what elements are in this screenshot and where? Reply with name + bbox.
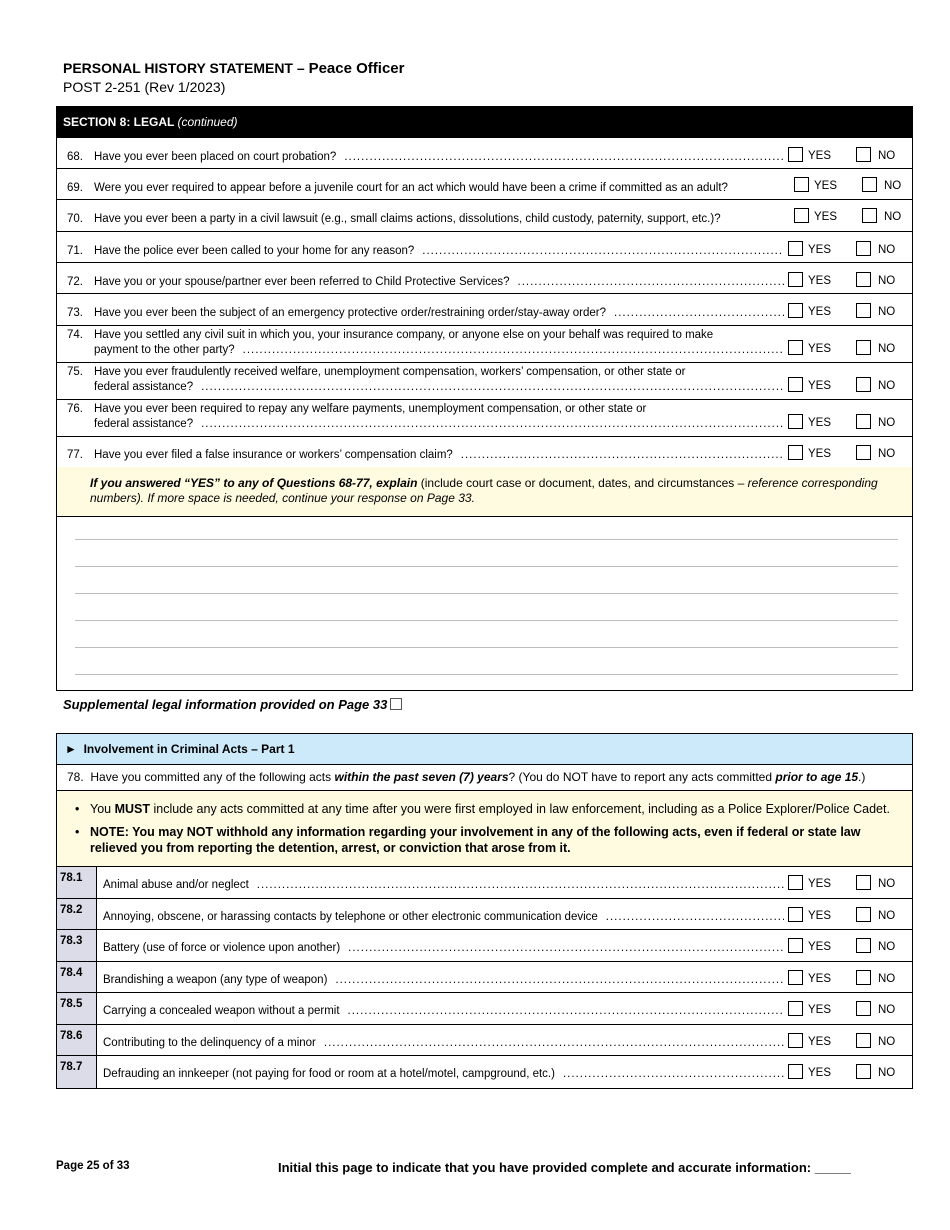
yes-checkbox[interactable]: [788, 377, 803, 392]
subquestion-78-7: 78.7 Defrauding an innkeeper (not paying for food or room at a hotel/motel, campground, etc.) ..... YES NO: [57, 1056, 912, 1088]
question-74: 74. Have you settled any civil suit in which you, your insurance company, or anyone else on your behalf was required to make payment to the other party? ..... YES NO: [57, 326, 912, 363]
writing-line: [75, 620, 898, 621]
writing-line: [75, 647, 898, 648]
subquestion-text: Defrauding an innkeeper (not paying for food or room at a hotel/motel, campground, etc.): [103, 1068, 555, 1080]
question-text-continued: federal assistance?: [94, 381, 194, 393]
subquestion-text: Animal abuse and/or neglect: [103, 879, 249, 891]
no-checkbox[interactable]: [856, 414, 871, 429]
no-checkbox[interactable]: [856, 340, 871, 355]
question-number: 71.: [67, 245, 83, 257]
yes-checkbox[interactable]: [788, 907, 803, 922]
no-checkbox[interactable]: [856, 875, 871, 890]
yes-checkbox[interactable]: [788, 303, 803, 318]
page-number: Page 25 of 33: [56, 1160, 130, 1172]
yes-checkbox[interactable]: [788, 875, 803, 890]
yes-checkbox[interactable]: [788, 1064, 803, 1079]
subquestion-number: 78.7: [57, 1056, 97, 1088]
subquestion-text: Contributing to the delinquency of a minor: [103, 1036, 316, 1049]
subquestion-number: 78.4: [57, 962, 97, 993]
form-title: PERSONAL HISTORY STATEMENT – Peace Officer: [63, 60, 405, 77]
question-70: 70. Have you ever been a party in a civil lawsuit (e.g., small claims actions, dissolutions, child custody, paternity, support, etc.)? YES NO: [57, 200, 912, 232]
question-text-continued: payment to the other party?: [94, 344, 235, 356]
subquestion-78-4: 78.4 Brandishing a weapon (any type of weapon) ..... YES NO: [57, 962, 912, 994]
no-checkbox[interactable]: [856, 241, 871, 256]
question-number: 77.: [67, 449, 83, 461]
subquestion-78-1: 78.1 Animal abuse and/or neglect ..... YES NO: [57, 867, 912, 899]
question-text: Have you settled any civil suit in which you, your insurance company, or anyone else on your behalf was required to make: [94, 329, 714, 341]
yes-checkbox[interactable]: [788, 414, 803, 429]
no-checkbox[interactable]: [856, 938, 871, 953]
question-text: Have you ever been the subject of an emergency protective order/restraining order/stay-away order?: [94, 307, 607, 319]
yes-checkbox[interactable]: [788, 1001, 803, 1016]
question-text: Have the police ever been called to your home for any reason?: [94, 245, 415, 257]
no-checkbox[interactable]: [862, 177, 877, 192]
question-text: Have you ever been placed on court probation?: [94, 151, 337, 163]
yes-checkbox[interactable]: [788, 340, 803, 355]
question-text: Have you ever been required to repay any welfare payments, unemployment compensation, or other state or: [94, 403, 647, 415]
subquestion-number: 78.2: [57, 899, 97, 930]
question-78: 78. Have you committed any of the following acts within the past seven (7) years? (You do NOT have to report any acts committed prior to age 15.): [57, 765, 912, 791]
question-number: 72.: [67, 276, 83, 288]
question-text: Have you ever fraudulently received welfare, unemployment compensation, workers’ compensation, or other state or: [94, 366, 686, 378]
subquestion-78-6: 78.6 Contributing to the delinquency of a minor ..... YES NO: [57, 1025, 912, 1057]
no-checkbox[interactable]: [856, 377, 871, 392]
subquestion-number: 78.5: [57, 993, 97, 1024]
yes-checkbox[interactable]: [794, 177, 809, 192]
question-text: Have you ever filed a false insurance or workers’ compensation claim?: [94, 449, 453, 461]
no-checkbox[interactable]: [856, 970, 871, 985]
question-69: 69. Were you ever required to appear before a juvenile court for an act which would have been a crime if committed as an adult? YES NO: [57, 169, 912, 200]
explain-instructions: If you answered “YES” to any of Questions 68-77, explain (include court case or document, dates, and circumstances – reference corresponding numbers). If more space is needed, continue your response on Page 33.: [57, 467, 912, 517]
subquestion-number: 78.6: [57, 1025, 97, 1056]
question-77: 77. Have you ever filed a false insurance or workers’ compensation claim? ..... YES NO: [57, 437, 912, 468]
subquestion-number: 78.1: [57, 867, 97, 898]
yes-checkbox[interactable]: [788, 272, 803, 287]
question-68: 68. Have you ever been placed on court probation? ..... YES NO: [57, 138, 912, 169]
question-number: 70.: [67, 213, 83, 225]
subquestion-78-3: 78.3 Battery (use of force or violence upon another) ..... YES NO: [57, 930, 912, 962]
form-number: POST 2-251 (Rev 1/2023): [63, 79, 226, 95]
no-checkbox[interactable]: [856, 147, 871, 162]
question-text: Were you ever required to appear before a juvenile court for an act which would have been a crime if committed as an adult?: [94, 182, 728, 194]
no-checkbox[interactable]: [856, 445, 871, 460]
initial-instruction[interactable]: Initial this page to indicate that you have provided complete and accurate information: _____: [278, 1160, 851, 1175]
writing-line: [75, 674, 898, 675]
instruction-bullet: • NOTE: You may NOT withhold any information regarding your involvement in any of the following acts, even if federal or state law relieved you from reporting the detention, arrest, or conviction that arose from it.: [90, 824, 900, 856]
no-checkbox[interactable]: [856, 1064, 871, 1079]
no-checkbox[interactable]: [856, 303, 871, 318]
question-number: 73.: [67, 307, 83, 319]
writing-line: [75, 539, 898, 540]
subquestion-text: Brandishing a weapon (any type of weapon): [103, 973, 328, 986]
writing-line: [75, 593, 898, 594]
yes-checkbox[interactable]: [794, 208, 809, 223]
instruction-bullet: • You MUST include any acts committed at any time after you were first employed in law enforcement, including as a Police Explorer/Police Cadet.: [90, 801, 900, 817]
no-checkbox[interactable]: [856, 907, 871, 922]
subquestion-text: Carrying a concealed weapon without a permit: [103, 1005, 340, 1017]
no-checkbox[interactable]: [856, 1001, 871, 1016]
yes-checkbox[interactable]: [788, 147, 803, 162]
yes-checkbox[interactable]: [788, 970, 803, 985]
yes-checkbox[interactable]: [788, 241, 803, 256]
section-header: SECTION 8: LEGAL (continued): [57, 107, 912, 138]
question-73: 73. Have you ever been the subject of an emergency protective order/restraining order/stay-away order? ..... YES NO: [57, 294, 912, 326]
question-text: Have you ever been a party in a civil lawsuit (e.g., small claims actions, dissolutions, child custody, paternity, support, etc.)?: [94, 213, 721, 225]
no-checkbox[interactable]: [862, 208, 877, 223]
question-number: 68.: [67, 151, 83, 163]
no-checkbox[interactable]: [856, 1033, 871, 1048]
question-75: 75. Have you ever fraudulently received welfare, unemployment compensation, workers’ compensation, or other state or federal assistance? ..... YES NO: [57, 363, 912, 400]
yes-checkbox[interactable]: [788, 938, 803, 953]
explanation-writing-area[interactable]: [57, 517, 912, 690]
question-number: 74.: [67, 329, 83, 341]
subquestion-text: Battery (use of force or violence upon another): [103, 942, 341, 954]
explain-section: [56, 467, 913, 691]
subquestion-78-5: 78.5 Carrying a concealed weapon without a permit ..... YES NO: [57, 993, 912, 1025]
question-number: 75.: [67, 366, 83, 378]
question-text-continued: federal assistance?: [94, 418, 194, 430]
supplemental-checkbox[interactable]: [390, 698, 402, 710]
subquestion-text: Annoying, obscene, or harassing contacts by telephone or other electronic communication device: [103, 910, 598, 923]
subquestion-number: 78.3: [57, 930, 97, 961]
criminal-acts-section: [56, 733, 913, 1089]
arrow-right-icon: ►: [65, 742, 77, 756]
supplemental-info-line: Supplemental legal information provided on Page 33: [63, 697, 402, 712]
question-76: 76. Have you ever been required to repay any welfare payments, unemployment compensation, or other state or federal assistance? ..... YES NO: [57, 400, 912, 437]
question-text: Have you or your spouse/partner ever been referred to Child Protective Services?: [94, 276, 510, 288]
yes-checkbox[interactable]: [788, 445, 803, 460]
question-number: 76.: [67, 403, 83, 415]
legal-questions-section: [56, 106, 913, 469]
subquestion-78-2: 78.2 Annoying, obscene, or harassing contacts by telephone or other electronic communication device ..... YES NO: [57, 899, 912, 931]
no-checkbox[interactable]: [856, 272, 871, 287]
involvement-header: ► Involvement in Criminal Acts – Part 1: [57, 734, 912, 765]
question-number: 69.: [67, 182, 83, 194]
question-71: 71. Have the police ever been called to your home for any reason? ..... YES NO: [57, 232, 912, 263]
instructions-list: [57, 791, 912, 867]
writing-line: [75, 566, 898, 567]
question-72: 72. Have you or your spouse/partner ever been referred to Child Protective Services? ..... YES NO: [57, 263, 912, 294]
yes-checkbox[interactable]: [788, 1033, 803, 1048]
